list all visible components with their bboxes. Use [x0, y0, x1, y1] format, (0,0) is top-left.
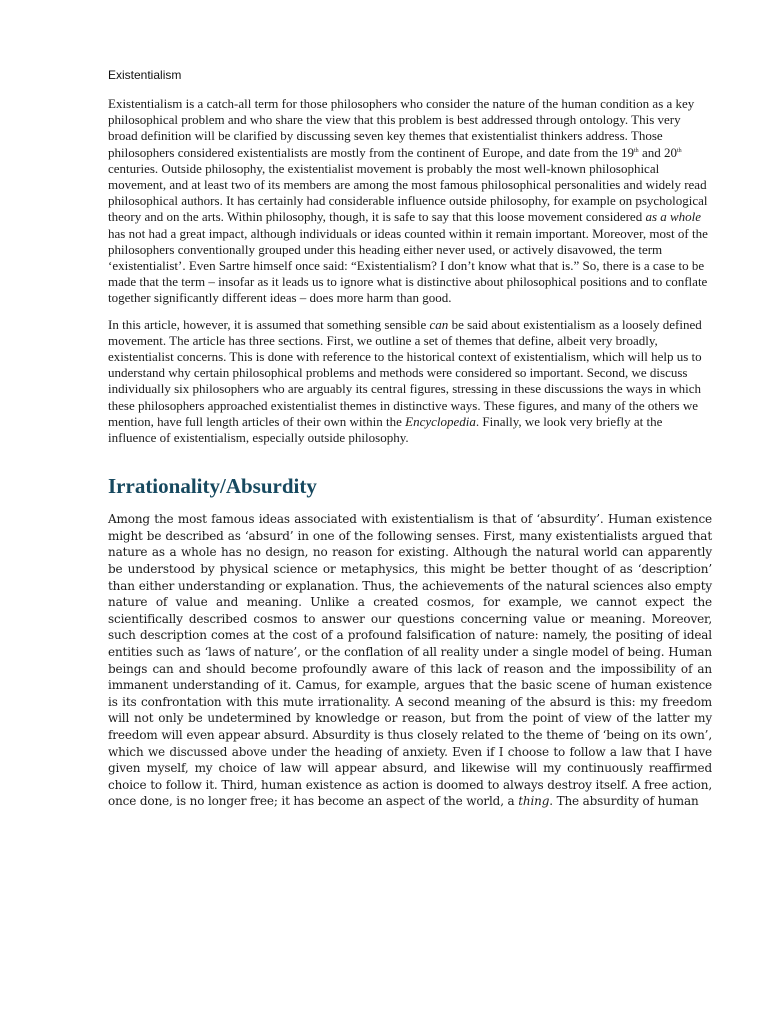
emphasis: as a whole — [645, 209, 702, 225]
section-body — [108, 511, 712, 810]
text-run: centuries. Outside philosophy, the existentialist movement is probably the most well-known philosophical movement, and at least two of its members are among the most famous philosophical personalities and widely read philosophical authors. It has certainly had considerable influence outside philosophy, for example on psychological theory and on the arts. Within philosophy, though, it is safe to say that this loose movement considered — [108, 160, 708, 225]
text-run: Existentialism is a catch-all term for those philosophers who consider the nature of the human condition as a key philosophical problem and who share the view that this problem is best addressed through ontology. This very broad definition will be clarified by discussing seven key themes that existentialist thinkers address. Those philosophers considered existentialists are mostly from the continent of Europe, and date from the 19 — [108, 96, 695, 160]
text-run: has not had a great impact, although individuals or ideas counted within it remain important. Moreover, most of the philosophers conventionally grouped under this heading either never used, or actively disavowed, the term ‘existentialist’. Even Sartre himself once said: “Existentialism? I don’t know what that is.” So, there is a case to be made that the term – insofar as it leads us to ignore what is distinctive about philosophical positions and to conflate together significantly different ideas – does more harm than good. — [108, 225, 708, 306]
text-run: be said about existentialism as a loosely defined movement. The article has three sections. First, we outline a set of themes that define, albeit very broadly, existentialist concerns. This is done with reference to the historical context of existentialism, which will help us to understand why certain philosophical problems and methods were considered so important. Second, we discuss individually six philosophers who are arguably its central figures, stressing in these discussions the ways in which these philosophers approached existentialist themes in distinctive ways. These figures, and many of the others we mention, have full length articles of their own within the — [108, 316, 702, 429]
intro-section — [108, 96, 712, 446]
text-run: In this article, however, it is assumed that something sensible — [108, 316, 430, 332]
text-run: . The absurdity of human — [549, 794, 699, 809]
document-page — [108, 62, 712, 810]
intro-paragraph-2 — [108, 317, 712, 447]
document-label: Existentialism — [108, 68, 182, 82]
section-paragraph — [108, 511, 712, 810]
superscript: th — [676, 147, 682, 154]
emphasis: thing — [518, 794, 550, 809]
emphasis: can — [429, 316, 449, 332]
text-run: and 20 — [638, 144, 677, 160]
superscript: th — [634, 147, 639, 154]
text-run: Among the most famous ideas associated with existentialism is that of ‘absurdity’. Human existence might be described as ‘absurd’ in one of the following senses. First, many existentialists argued that nature as a whole has no design, no reason for existing. Although the natural world can apparently be understood by physical science or metaphysics, this might be better thought of as ‘description’ than either understanding or explanation. Thus, the achievements of the natural sciences also empty nature of value and meaning. Unlike a created cosmos, for example, we cannot expect the scientifically described cosmos to answer our questions concerning value or meaning. Moreover, such description comes at the cost of a profound falsification of nature: namely, the positing of ideal entities such as ‘laws of nature’, or the conflation of all reality under a single model of being. Human beings can and should become profoundly aware of this lack of reason and the impossibility of an immanent understanding of it. Camus, for example, argues that the basic scene of human existence is its confrontation with this mute irrationality. A second meaning of the absurd is this: my freedom will not only be undetermined by knowledge or reason, but from the point of view of the latter my freedom will even appear absurd. Absurdity is thus closely related to the theme of ‘being on its own’, which we discussed above under the heading of anxiety. Even if I choose to follow a law that I have given myself, my choice of law will appear absurd, and likewise will my continuously reaffirmed choice to follow it. Third, human existence as action is doomed to always destroy itself. A free action, once done, is no longer free; it has become an aspect of the world, a — [108, 512, 712, 809]
emphasis: Encyclopedia — [405, 413, 476, 429]
intro-paragraph-1 — [108, 96, 712, 307]
text-run: . Finally, we look very briefly at the influence of existentialism, especially outside philosophy. — [108, 413, 663, 446]
section-heading: Irrationality/Absurdity — [108, 474, 317, 499]
